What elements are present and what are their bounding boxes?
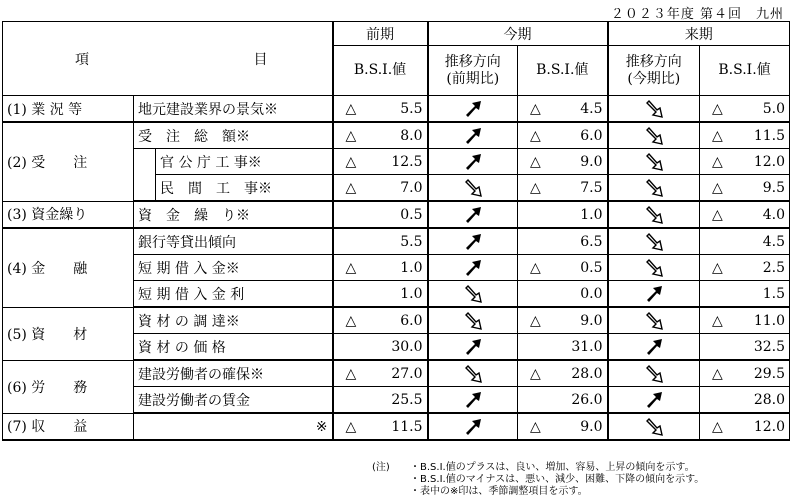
negative-triangle: △ bbox=[345, 418, 357, 435]
trend-down-icon bbox=[644, 100, 664, 118]
prev-value-text: 5.5 bbox=[400, 233, 423, 250]
next-value-text: 4.5 bbox=[762, 233, 786, 250]
item-header-label-1: 項 bbox=[75, 51, 89, 68]
curr-trend-cell bbox=[428, 255, 518, 281]
curr-value-text: 6.5 bbox=[580, 233, 603, 250]
next-trend-cell bbox=[608, 255, 700, 281]
trend-up-icon bbox=[463, 259, 483, 277]
prev-value-text: 7.0 bbox=[400, 179, 423, 196]
trend-up-icon bbox=[463, 338, 483, 356]
curr-value-text: 28.0 bbox=[571, 365, 603, 382]
curr-trend-cell bbox=[428, 413, 518, 440]
trend-up-icon bbox=[463, 233, 483, 251]
next-trend-header bbox=[608, 46, 700, 96]
trend-up-icon bbox=[463, 391, 483, 409]
note-line: ・B.S.I.値のマイナスは、悪い、減少、困難、下降の傾向を示す。 bbox=[410, 474, 705, 485]
next-bsi-value bbox=[700, 122, 790, 149]
sub-item-cell: 短 期 借 入 金※ bbox=[134, 255, 333, 281]
prev-value-text: 0.5 bbox=[400, 206, 423, 223]
prev-bsi-value bbox=[333, 201, 428, 228]
indent-spacer bbox=[134, 149, 156, 202]
prev-value-text: 1.0 bbox=[400, 285, 423, 302]
prev-value-text: 5.5 bbox=[400, 100, 423, 117]
next-value-text: 29.5 bbox=[753, 365, 786, 382]
trend-up-icon bbox=[463, 127, 483, 145]
curr-trend-cell bbox=[428, 307, 518, 334]
table-row bbox=[3, 228, 790, 255]
prev-value-text: 6.0 bbox=[400, 312, 423, 329]
sub-item-cell: 受 注 総 額※ bbox=[134, 122, 333, 149]
prev-bsi-header: B.S.I.値 bbox=[333, 46, 428, 96]
category-cell: (6) 労 務 bbox=[3, 360, 134, 413]
negative-triangle: △ bbox=[345, 127, 357, 144]
sub-item-cell: 銀行等貸出傾向 bbox=[134, 228, 333, 255]
prev-bsi-value bbox=[333, 96, 428, 123]
next-bsi-value bbox=[700, 413, 790, 440]
curr-value-text: 0.0 bbox=[580, 285, 603, 302]
sub-item-cell: 建設労働者の確保※ bbox=[134, 360, 333, 387]
negative-triangle: △ bbox=[712, 153, 723, 170]
next-trend-cell bbox=[608, 281, 700, 308]
prev-bsi-value bbox=[333, 255, 428, 281]
curr-bsi-value bbox=[518, 360, 608, 387]
curr-trend-cell bbox=[428, 228, 518, 255]
note-line: ・B.S.I.値のプラスは、良い、増加、容易、上昇の傾向を示す。 bbox=[410, 462, 695, 473]
notes-label: (注) bbox=[372, 462, 390, 473]
curr-bsi-value bbox=[518, 201, 608, 228]
table-row bbox=[3, 96, 790, 123]
next-bsi-value bbox=[700, 281, 790, 308]
next-bsi-value bbox=[700, 201, 790, 228]
curr-trend-cell bbox=[428, 281, 518, 308]
category-cell: (5) 資 材 bbox=[3, 307, 134, 360]
prev-bsi-value bbox=[333, 122, 428, 149]
trend-down-icon bbox=[644, 233, 664, 251]
next-value-text: 32.5 bbox=[753, 338, 786, 355]
prev-value-text: 8.0 bbox=[400, 127, 423, 144]
curr-value-text: 7.5 bbox=[580, 179, 603, 196]
prev-bsi-value bbox=[333, 228, 428, 255]
negative-triangle: △ bbox=[530, 127, 541, 144]
negative-triangle: △ bbox=[530, 179, 541, 196]
sub-item-cell: 民 間 工 事※ bbox=[156, 175, 333, 202]
negative-triangle: △ bbox=[345, 312, 357, 329]
negative-triangle: △ bbox=[712, 206, 723, 223]
trend-down-icon bbox=[644, 365, 664, 383]
next-bsi-value bbox=[700, 255, 790, 281]
negative-triangle: △ bbox=[530, 153, 541, 170]
negative-triangle: △ bbox=[345, 259, 357, 276]
next-bsi-value bbox=[700, 228, 790, 255]
next-bsi-value bbox=[700, 360, 790, 387]
next-value-text: 28.0 bbox=[753, 391, 786, 408]
curr-trend-cell bbox=[428, 96, 518, 123]
curr-value-text: 1.0 bbox=[580, 206, 603, 223]
negative-triangle: △ bbox=[712, 312, 723, 329]
category-cell: (7) 収 益 bbox=[3, 413, 134, 440]
bsi-table bbox=[2, 21, 790, 441]
next-trend-header-line1: 推移方向 bbox=[625, 53, 682, 70]
curr-bsi-value bbox=[518, 175, 608, 202]
table-row bbox=[3, 360, 790, 387]
next-bsi-value bbox=[700, 334, 790, 361]
negative-triangle: △ bbox=[530, 100, 541, 117]
curr-value-text: 26.0 bbox=[571, 391, 603, 408]
prev-value-text: 12.5 bbox=[391, 153, 423, 170]
next-trend-cell bbox=[608, 307, 700, 334]
trend-down-icon bbox=[463, 365, 483, 383]
next-value-text: 12.0 bbox=[753, 418, 786, 435]
next-value-text: 12.0 bbox=[753, 153, 786, 170]
curr-bsi-value bbox=[518, 228, 608, 255]
curr-bsi-value bbox=[518, 96, 608, 123]
trend-down-icon bbox=[644, 418, 664, 436]
negative-triangle: △ bbox=[530, 418, 541, 435]
trend-down-icon bbox=[644, 179, 664, 197]
next-trend-cell bbox=[608, 360, 700, 387]
curr-trend-cell bbox=[428, 334, 518, 361]
trend-up-icon bbox=[463, 100, 483, 118]
prev-value-text: 25.5 bbox=[391, 391, 423, 408]
curr-value-text: 4.5 bbox=[580, 100, 603, 117]
curr-bsi-value bbox=[518, 413, 608, 440]
sub-item-cell: 地元建設業界の景気※ bbox=[134, 96, 333, 123]
item-header bbox=[3, 22, 333, 96]
negative-triangle: △ bbox=[530, 312, 541, 329]
prev-value-text: 11.5 bbox=[391, 418, 423, 435]
prev-bsi-value bbox=[333, 334, 428, 361]
sub-item-cell: 資 材 の 価 格 bbox=[134, 334, 333, 361]
curr-trend-cell bbox=[428, 360, 518, 387]
trend-up-icon bbox=[463, 153, 483, 171]
trend-up-icon bbox=[644, 338, 664, 356]
prev-period-header: 前期 bbox=[333, 22, 428, 46]
trend-down-icon bbox=[644, 127, 664, 145]
category-cell: (3) 資金繰り bbox=[3, 201, 134, 228]
sub-item-cell: 資 材 の 調 達※ bbox=[134, 307, 333, 334]
trend-up-icon bbox=[463, 206, 483, 224]
negative-triangle: △ bbox=[712, 418, 723, 435]
curr-bsi-value bbox=[518, 387, 608, 414]
negative-triangle: △ bbox=[712, 100, 723, 117]
trend-up-icon bbox=[463, 418, 483, 436]
curr-trend-cell bbox=[428, 175, 518, 202]
next-trend-cell bbox=[608, 228, 700, 255]
curr-trend-cell bbox=[428, 201, 518, 228]
prev-value-text: 27.0 bbox=[391, 365, 423, 382]
prev-bsi-value bbox=[333, 281, 428, 308]
curr-value-text: 0.5 bbox=[580, 259, 603, 276]
prev-bsi-value bbox=[333, 413, 428, 440]
trend-up-icon bbox=[644, 391, 664, 409]
negative-triangle: △ bbox=[712, 127, 723, 144]
next-value-text: 1.5 bbox=[762, 285, 786, 302]
sub-item-cell: 建設労働者の賃金 bbox=[134, 387, 333, 414]
trend-down-icon bbox=[644, 312, 664, 330]
sub-item-cell: 官 公 庁 工 事※ bbox=[156, 149, 333, 175]
table-row bbox=[3, 413, 790, 440]
prev-value-text: 1.0 bbox=[400, 259, 423, 276]
trend-down-icon bbox=[463, 179, 483, 197]
next-bsi-value bbox=[700, 96, 790, 123]
negative-triangle: △ bbox=[712, 259, 723, 276]
next-trend-cell bbox=[608, 122, 700, 149]
next-value-text: 11.5 bbox=[753, 127, 786, 144]
curr-bsi-header: B.S.I.値 bbox=[518, 46, 608, 96]
curr-trend-cell bbox=[428, 122, 518, 149]
negative-triangle: △ bbox=[345, 153, 357, 170]
curr-period-header: 今期 bbox=[428, 22, 608, 46]
next-bsi-value bbox=[700, 387, 790, 414]
curr-bsi-value bbox=[518, 122, 608, 149]
negative-triangle: △ bbox=[345, 100, 357, 117]
sub-item-cell: 資 金 繰 り※ bbox=[134, 201, 333, 228]
curr-trend-header bbox=[428, 46, 518, 96]
negative-triangle: △ bbox=[712, 179, 723, 196]
curr-bsi-value bbox=[518, 334, 608, 361]
next-trend-cell bbox=[608, 387, 700, 414]
curr-value-text: 9.0 bbox=[580, 418, 603, 435]
curr-bsi-value bbox=[518, 307, 608, 334]
negative-triangle: △ bbox=[345, 179, 357, 196]
negative-triangle: △ bbox=[345, 365, 357, 382]
next-trend-cell bbox=[608, 201, 700, 228]
category-cell: (1) 業 況 等 bbox=[3, 96, 134, 123]
next-bsi-value bbox=[700, 149, 790, 175]
prev-bsi-value bbox=[333, 149, 428, 175]
next-trend-cell bbox=[608, 175, 700, 202]
next-value-text: 2.5 bbox=[762, 259, 786, 276]
trend-down-icon bbox=[463, 312, 483, 330]
trend-down-icon bbox=[463, 285, 483, 303]
next-bsi-value bbox=[700, 175, 790, 202]
trend-down-icon bbox=[644, 259, 664, 277]
next-value-text: 9.5 bbox=[762, 179, 786, 196]
next-bsi-value bbox=[700, 307, 790, 334]
table-row bbox=[3, 122, 790, 149]
curr-value-text: 9.0 bbox=[580, 312, 603, 329]
next-trend-cell bbox=[608, 334, 700, 361]
sub-item-cell: ※ bbox=[134, 413, 333, 440]
next-period-header: 来期 bbox=[608, 22, 790, 46]
next-trend-cell bbox=[608, 96, 700, 123]
category-cell: (4) 金 融 bbox=[3, 228, 134, 307]
prev-value-text: 30.0 bbox=[391, 338, 423, 355]
curr-value-text: 31.0 bbox=[571, 338, 603, 355]
negative-triangle: △ bbox=[712, 365, 723, 382]
curr-trend-header-line2: (前期比) bbox=[446, 70, 500, 87]
negative-triangle: △ bbox=[530, 365, 541, 382]
table-row bbox=[3, 307, 790, 334]
next-trend-cell bbox=[608, 149, 700, 175]
prev-bsi-value bbox=[333, 387, 428, 414]
curr-value-text: 9.0 bbox=[580, 153, 603, 170]
curr-bsi-value bbox=[518, 149, 608, 175]
prev-bsi-value bbox=[333, 175, 428, 202]
trend-down-icon bbox=[644, 206, 664, 224]
table-row bbox=[3, 201, 790, 228]
curr-value-text: 6.0 bbox=[580, 127, 603, 144]
curr-bsi-value bbox=[518, 255, 608, 281]
negative-triangle: △ bbox=[530, 259, 541, 276]
next-value-text: 5.0 bbox=[762, 100, 786, 117]
curr-trend-cell bbox=[428, 149, 518, 175]
next-trend-cell bbox=[608, 413, 700, 440]
curr-bsi-value bbox=[518, 281, 608, 308]
trend-down-icon bbox=[644, 153, 664, 171]
prev-bsi-value bbox=[333, 360, 428, 387]
report-period: ２０２３年度 第４回 九州 bbox=[610, 7, 784, 22]
curr-trend-header-line1: 推移方向 bbox=[444, 53, 501, 70]
curr-trend-cell bbox=[428, 387, 518, 414]
next-trend-header-line2: (今期比) bbox=[627, 70, 681, 87]
sub-item-cell: 短 期 借 入 金 利 bbox=[134, 281, 333, 308]
category-cell: (2) 受 注 bbox=[3, 122, 134, 201]
note-line: ・表中の※印は、季節調整項目を示す。 bbox=[410, 486, 588, 497]
prev-bsi-value bbox=[333, 307, 428, 334]
next-bsi-header: B.S.I.値 bbox=[700, 46, 790, 96]
item-header-label-2: 目 bbox=[253, 51, 268, 68]
next-value-text: 11.0 bbox=[753, 312, 786, 329]
next-value-text: 4.0 bbox=[762, 206, 786, 223]
trend-up-icon bbox=[644, 285, 664, 303]
